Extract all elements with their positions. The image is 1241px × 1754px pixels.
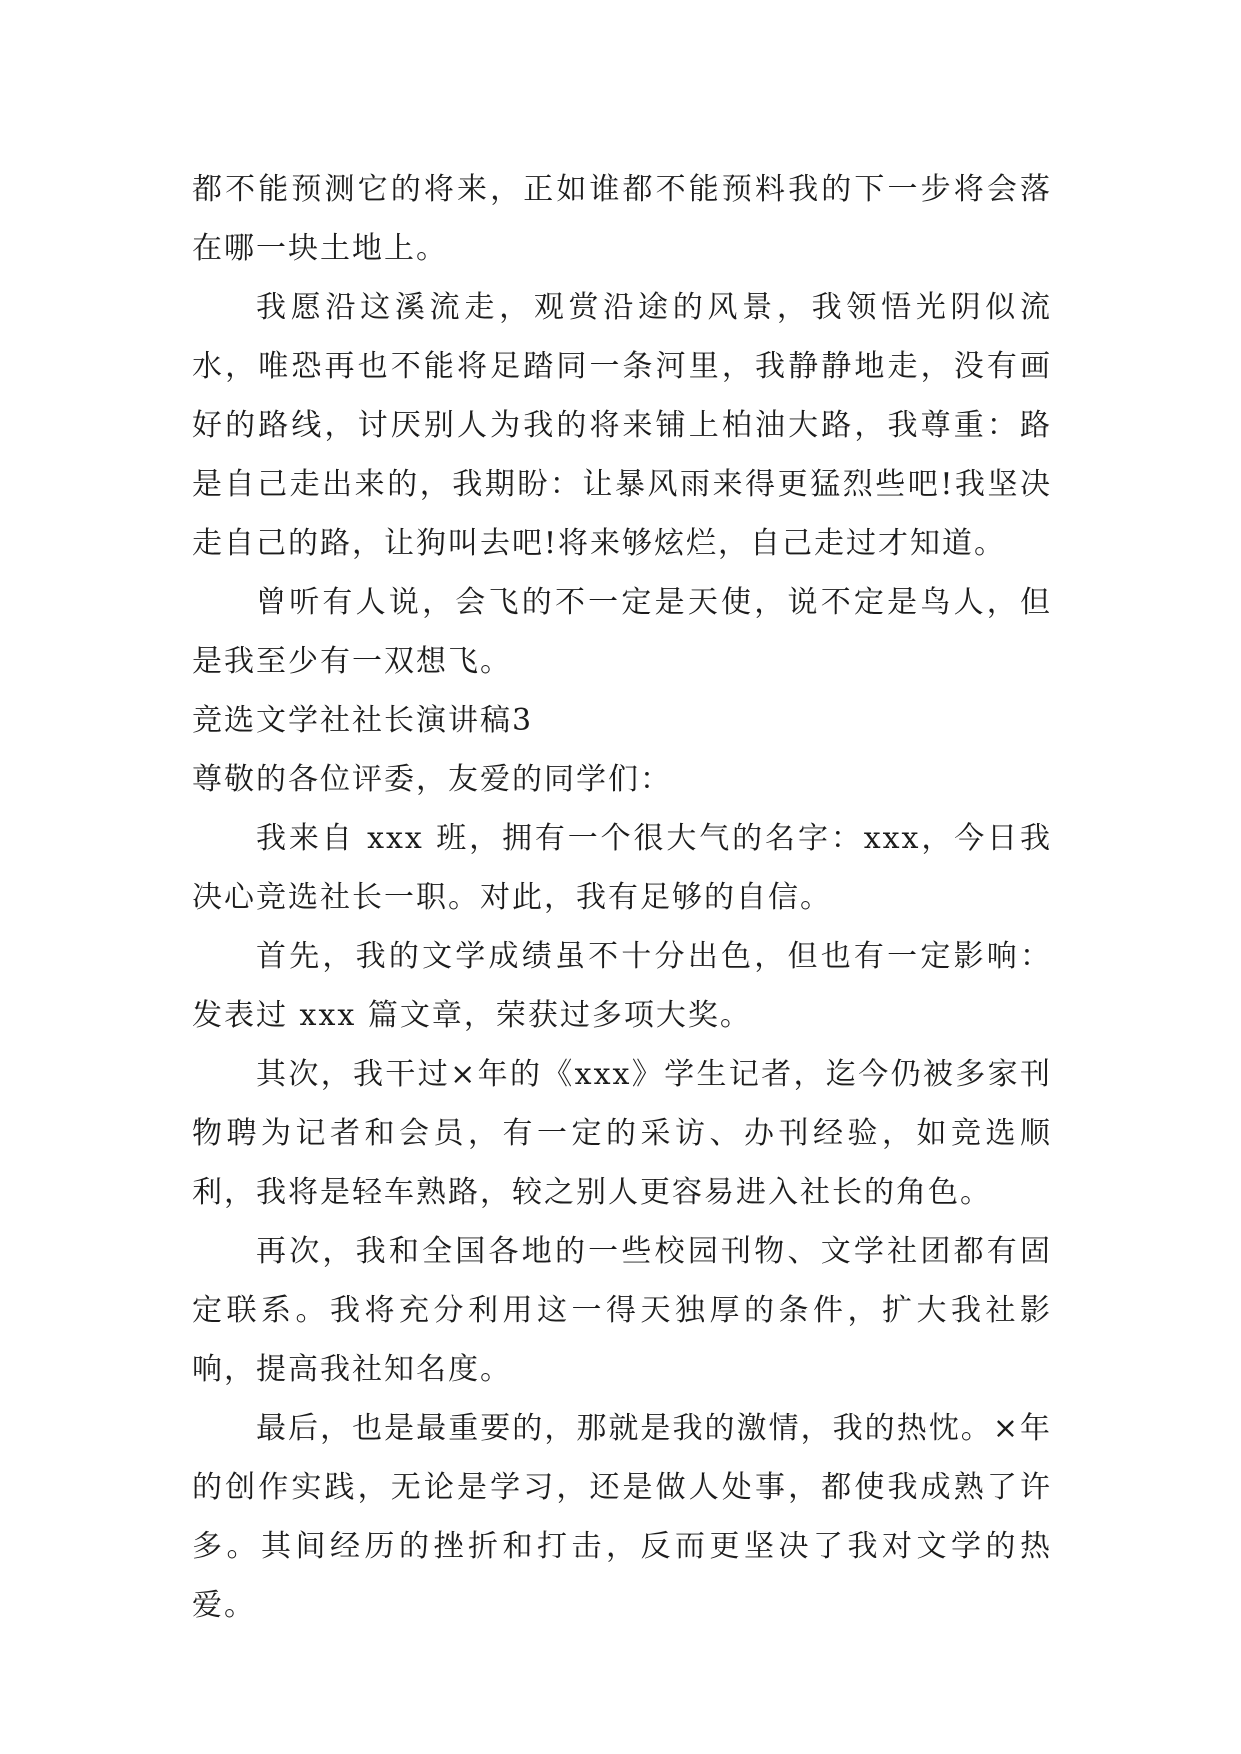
paragraph-2: 我愿沿这溪流走，观赏沿途的风景，我领悟光阴似流水，唯恐再也不能将足踏同一条河里，我静静地走，没有画好的路线，讨厌别人为我的将来铺上柏油大路，我尊重：路是自己走出来的，我期盼：让暴风雨来得更猛烈些吧!我坚决走自己的路，让狗叫去吧!将来够炫烂，自己走过才知道。 (192, 290, 1052, 561)
paragraph-3: 曾听有人说，会飞的不一定是天使，说不定是鸟人，但是我至少有一双想飞。 (192, 585, 1052, 679)
salutation: 尊敬的各位评委，友爱的同学们： (192, 762, 672, 797)
paragraph-intro: 我来自 xxx 班，拥有一个很大气的名字：xxx，今日我决心竞选社长一职。对此，我有足够的自信。 (192, 821, 1052, 915)
paragraph-second: 其次，我干过×年的《xxx》学生记者，迄今仍被多家刊物聘为记者和会员，有一定的采访、办刊经验，如竞选顺利，我将是轻车熟路，较之别人更容易进入社长的角色。 (192, 1057, 1052, 1210)
paragraph-third: 再次，我和全国各地的一些校园刊物、文学社团都有固定联系。我将充分利用这一得天独厚的条件，扩大我社影响，提高我社知名度。 (192, 1234, 1052, 1387)
document-body (192, 160, 1052, 1635)
section-heading: 竞选文学社社长演讲稿3 (192, 703, 534, 738)
paragraph-last: 最后，也是最重要的，那就是我的激情，我的热忱。×年的创作实践，无论是学习，还是做人处事，都使我成熟了许多。其间经历的挫折和打击，反而更坚决了我对文学的热爱。 (192, 1411, 1052, 1623)
paragraph-1: 都不能预测它的将来，正如谁都不能预料我的下一步将会落在哪一块土地上。 (192, 172, 1052, 266)
paragraph-first: 首先，我的文学成绩虽不十分出色，但也有一定影响：发表过 xxx 篇文章，荣获过多项大奖。 (192, 939, 1052, 1033)
